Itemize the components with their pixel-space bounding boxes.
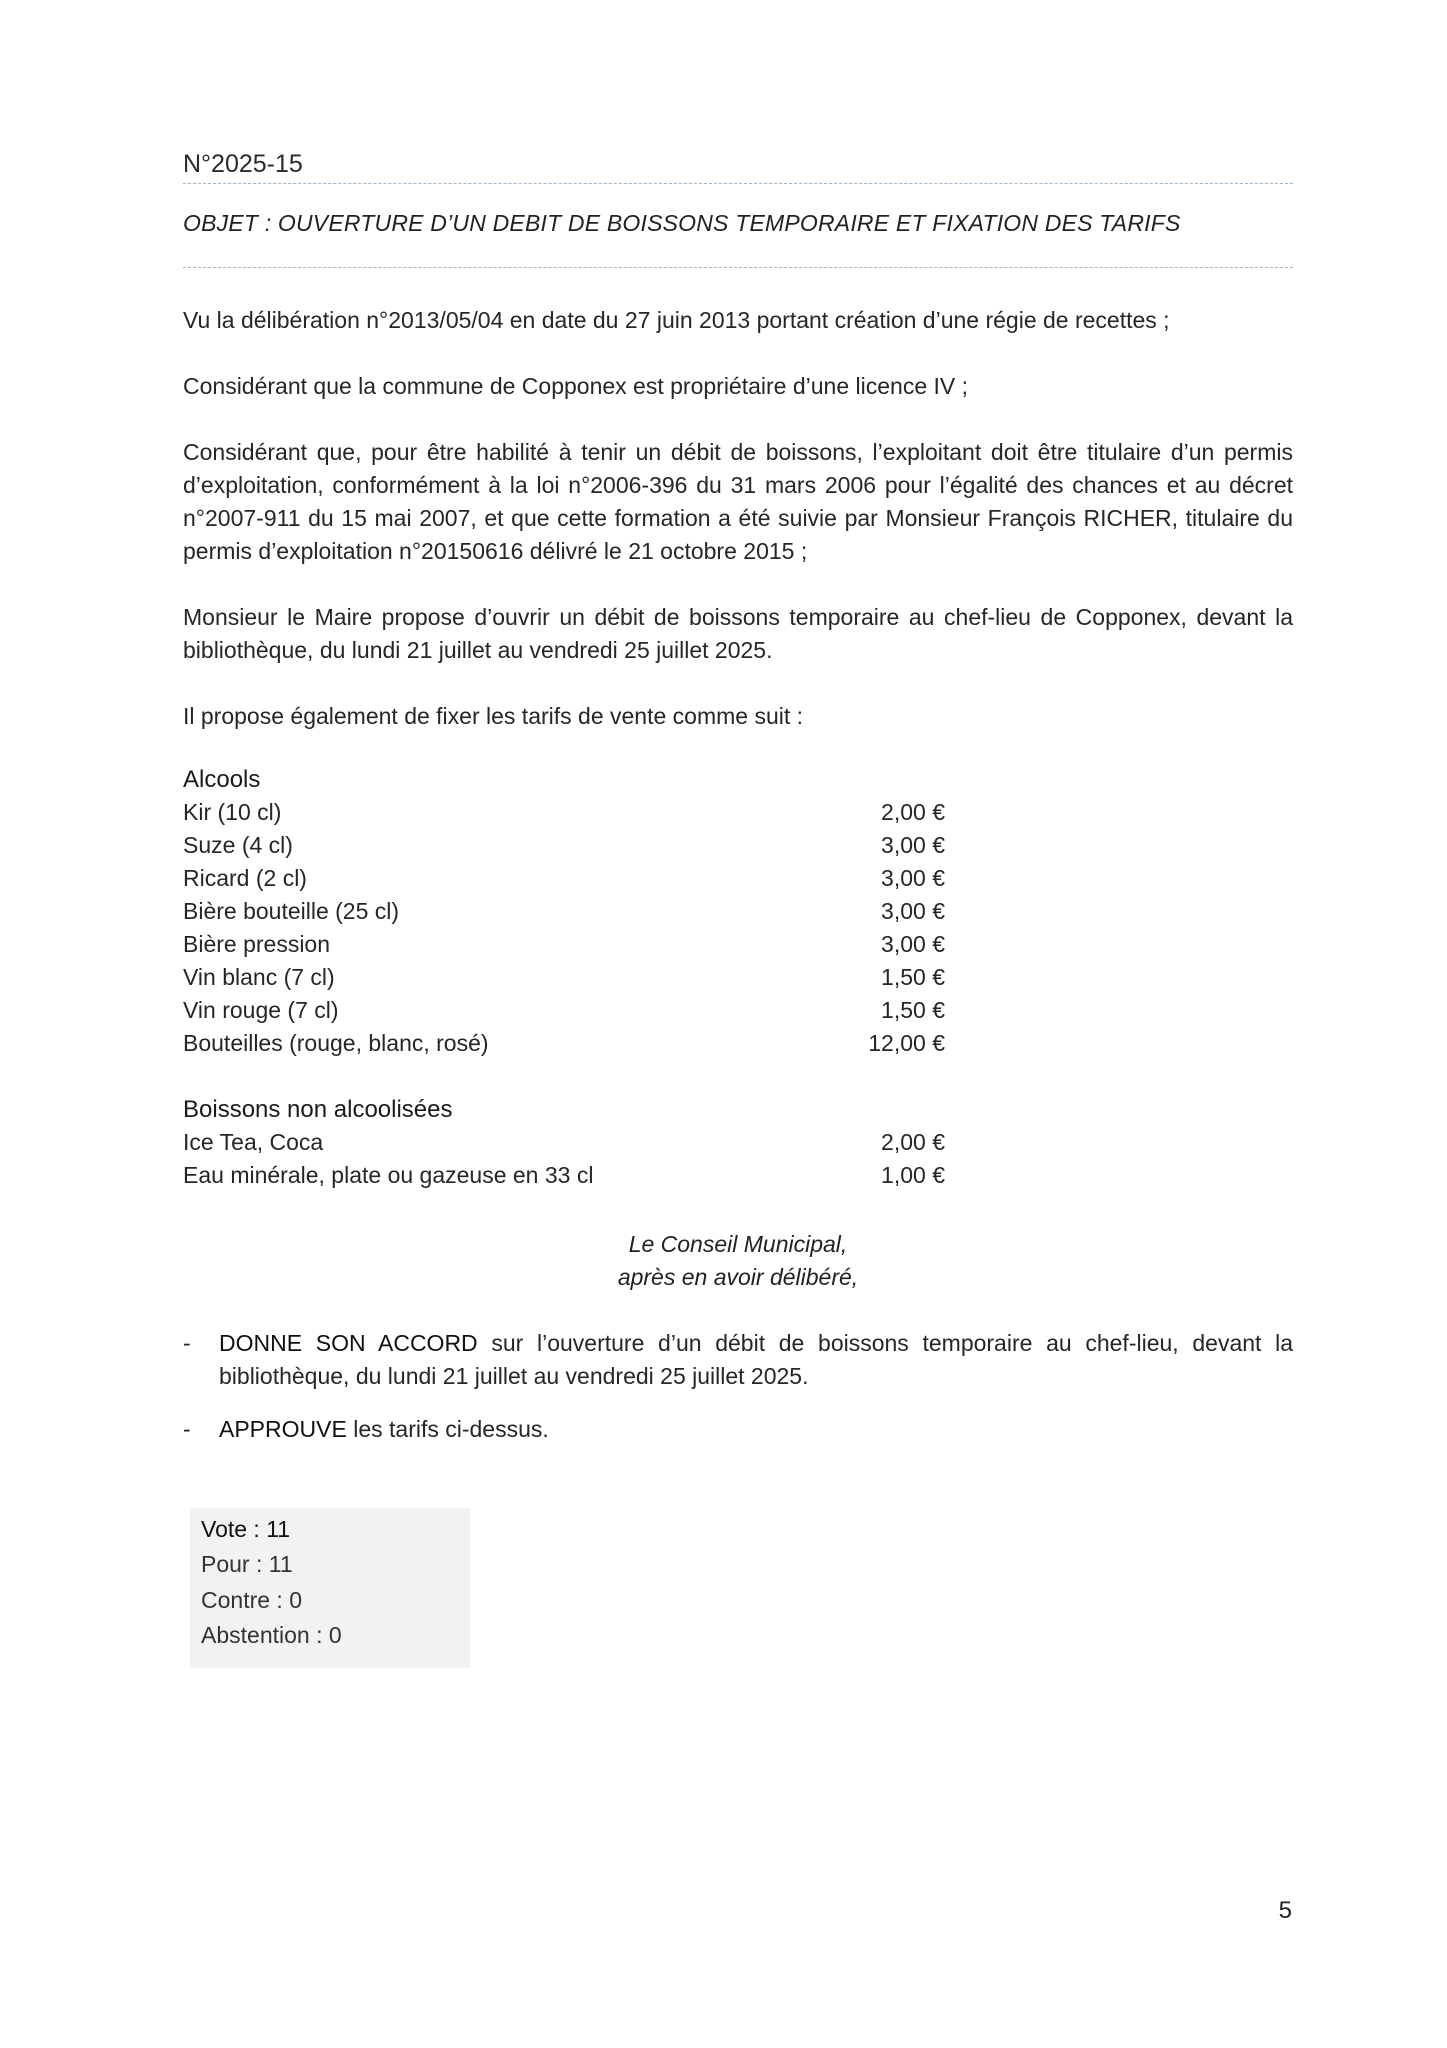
item-price: 2,00 € (881, 1129, 945, 1155)
item-name: Vin rouge (7 cl) (183, 997, 339, 1023)
item-price: 12,00 € (868, 1030, 945, 1056)
paragraph-licence: Considérant que la commune de Copponex est propriétaire d’une licence IV ; (183, 373, 969, 399)
deliberation-number: N°2025-15 (183, 150, 303, 178)
item-price: 1,50 € (881, 997, 945, 1023)
price-row-suze (183, 832, 945, 865)
paragraph-proposition: Monsieur le Maire propose d’ouvrir un débit de boissons temporaire au chef-lieu de Copponex, devant la bibliothèque, du lundi 21 juillet au vendredi 25 juillet 2025. (183, 604, 1293, 663)
item-price: 1,00 € (881, 1162, 945, 1188)
decision-approuve (183, 1413, 1293, 1446)
bullet-dash: - (183, 1416, 191, 1442)
soft-drinks-title: Boissons non alcoolisées (183, 1096, 453, 1123)
divider-bottom (183, 267, 1293, 268)
divider-top (183, 183, 1293, 184)
price-row-kir (183, 799, 945, 832)
vote-pour: Pour : 11 (201, 1551, 293, 1577)
decision-text: les tarifs ci-dessus. (346, 1416, 549, 1442)
item-price: 3,00 € (881, 898, 945, 924)
paragraph-permis: Considérant que, pour être habilité à tenir un débit de boissons, l’exploitant doit être titulaire d’un permis d’exploitation, conformément à la loi n°2006-396 du 31 mars 2006 pour l’égalité des chances et au décret n°2007-911 du 15 mai 2007, et que cette formation a été suivie par Monsieur François RICHER, titulaire du permis d’exploitation n°20150616 délivré le 21 octobre 2015 ; (183, 439, 1293, 564)
price-row-biere-bouteille (183, 898, 945, 931)
item-price: 3,00 € (881, 931, 945, 957)
item-name: Eau minérale, plate ou gazeuse en 33 cl (183, 1162, 594, 1188)
paragraph-regie: Vu la délibération n°2013/05/04 en date du 27 juin 2013 portant création d’une régie de recettes ; (183, 307, 1170, 333)
price-row-eau-minerale (183, 1162, 945, 1195)
item-name: Suze (4 cl) (183, 832, 293, 858)
price-row-bouteilles (183, 1030, 945, 1063)
item-name: Bière bouteille (25 cl) (183, 898, 400, 924)
page-number: 5 (1278, 1897, 1292, 1924)
vote-summary (190, 1508, 470, 1668)
vote-total: Vote : 11 (201, 1516, 291, 1542)
alcohols-title: Alcools (183, 766, 261, 793)
item-price: 2,00 € (881, 799, 945, 825)
decision-accord (183, 1327, 1293, 1393)
vote-abstention: Abstention : 0 (201, 1622, 342, 1648)
council-line-2: après en avoir délibéré, (617, 1264, 859, 1290)
council-heading (183, 1228, 1293, 1294)
item-price: 3,00 € (881, 832, 945, 858)
price-row-vin-blanc (183, 964, 945, 997)
decision-text: sur l’ouverture d’un débit de boissons temporaire au chef-lieu, devant la bibliothèque, du lundi 21 juillet au vendredi 25 juillet 2025. (219, 1330, 1293, 1389)
vote-contre: Contre : 0 (201, 1587, 302, 1613)
item-name: Ricard (2 cl) (183, 865, 307, 891)
item-name: Bière pression (183, 931, 331, 957)
item-name: Vin blanc (7 cl) (183, 964, 335, 990)
council-line-1: Le Conseil Municipal, (628, 1231, 848, 1257)
price-row-biere-pression (183, 931, 945, 964)
price-row-vin-rouge (183, 997, 945, 1030)
item-name: Bouteilles (rouge, blanc, rosé) (183, 1030, 489, 1056)
paragraph-tarifs-intro: Il propose également de fixer les tarifs de vente comme suit : (183, 703, 804, 729)
subject-line: OBJET : OUVERTURE D’UN DEBIT DE BOISSONS TEMPORAIRE ET FIXATION DES TARIFS (183, 210, 1181, 236)
item-name: Kir (10 cl) (183, 799, 282, 825)
item-price: 3,00 € (881, 865, 945, 891)
bullet-dash: - (183, 1330, 191, 1356)
decision-keyword: APPROUVE (219, 1416, 347, 1442)
price-row-ice-tea-coca (183, 1129, 945, 1162)
item-price: 1,50 € (881, 964, 945, 990)
price-row-ricard (183, 865, 945, 898)
decision-keyword: DONNE SON ACCORD (219, 1330, 478, 1356)
item-name: Ice Tea, Coca (183, 1129, 324, 1155)
